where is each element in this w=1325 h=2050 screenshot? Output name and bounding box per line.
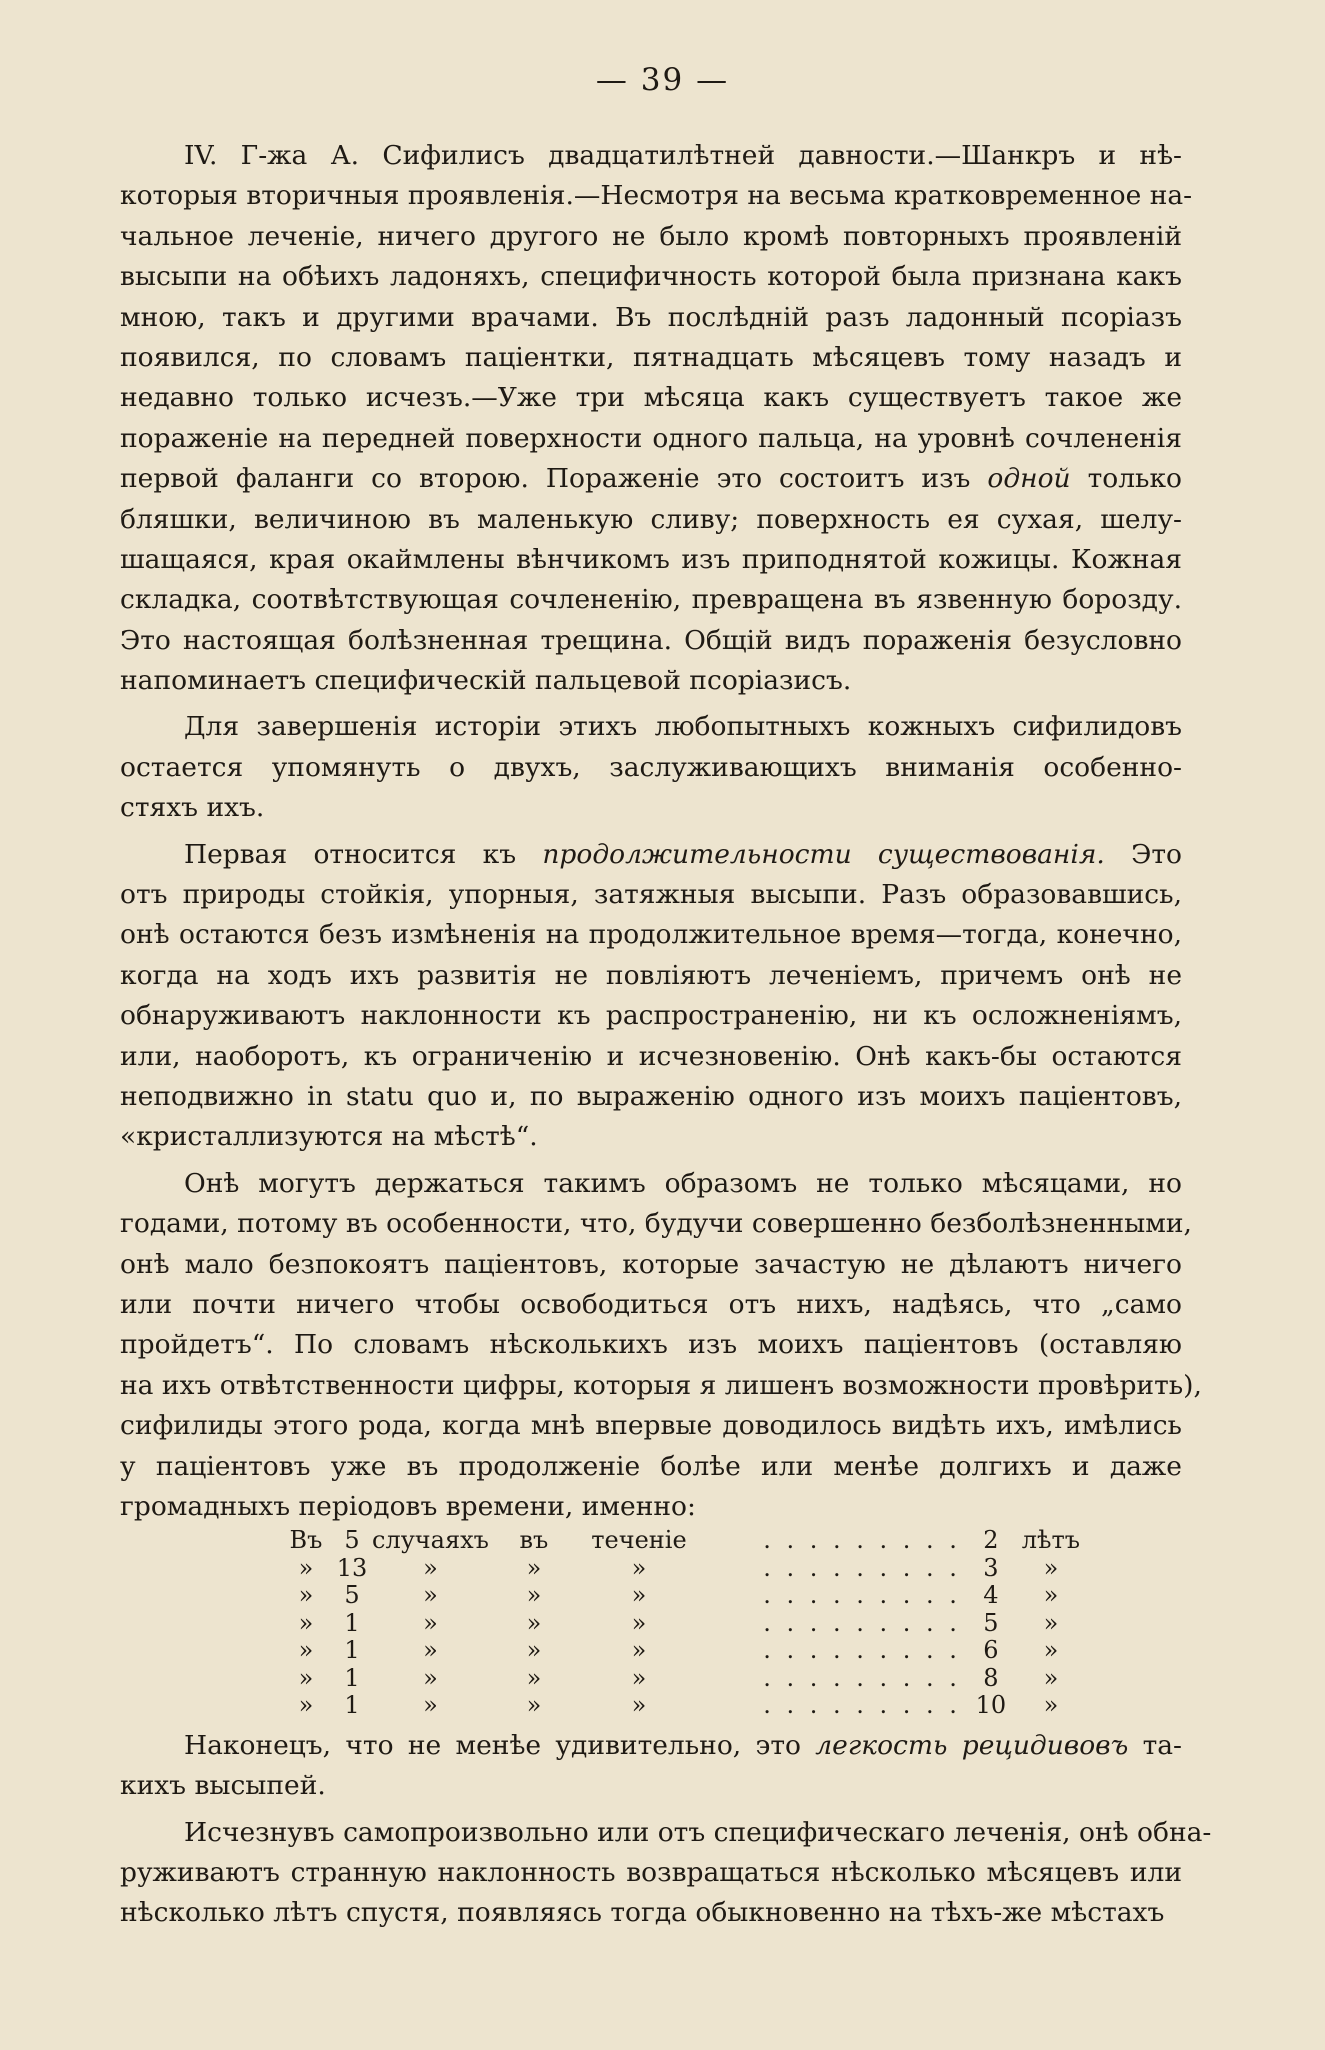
text-segment: кихъ высыпей. — [120, 1770, 326, 1802]
text-line — [120, 136, 1182, 176]
table-cell: » — [1043, 1608, 1059, 1637]
text-segment: отъ природы стойкія, упорныя, затяжныя высыпи. Разъ образовавшись, — [120, 879, 1182, 911]
paragraph — [120, 1164, 1202, 1528]
text-line — [120, 1447, 1182, 1487]
text-segment: «кристаллизуются на мѣстѣ“. — [120, 1121, 538, 1153]
table-cell: . . . . . . . . . — [763, 1581, 961, 1610]
page-number: — 39 — — [595, 62, 730, 98]
table-cell: » — [526, 1553, 542, 1582]
text-segment: появился, по словамъ паціентки, пятнадцать мѣсяцевъ тому назадъ и — [120, 341, 1182, 373]
table-cell: » — [298, 1691, 314, 1720]
text-segment: руживаютъ странную наклонность возвращаться нѣсколько мѣсяцевъ или — [120, 1856, 1182, 1888]
text-segment: только — [1070, 463, 1182, 495]
table-cell: 1 — [344, 1691, 360, 1720]
paragraphs-after-table — [120, 1726, 1212, 1934]
table-cell: » — [526, 1663, 542, 1692]
table-cell: 3 — [983, 1553, 999, 1582]
text-segment: годами, потому въ особенности, что, будучи совершенно безболѣзненными, — [120, 1208, 1192, 1240]
table-cell: 1 — [344, 1608, 360, 1637]
text-line — [120, 378, 1182, 418]
table-cell: » — [1043, 1636, 1059, 1665]
table-cell: » — [526, 1581, 542, 1610]
text-segment: напоминаетъ специфическій пальцевой псоріазисъ. — [120, 665, 852, 697]
paragraph — [120, 1813, 1212, 1934]
text-segment: IV. Г-жа А. Сифилисъ двадцатилѣтней давности.—Шанкръ и нѣ- — [184, 140, 1182, 171]
text-segment: стяхъ ихъ. — [120, 792, 265, 824]
text-segment: сифилиды этого рода, когда мнѣ впервые доводилось видѣть ихъ, имѣлись — [120, 1410, 1182, 1442]
text-segment: на ихъ отвѣтственности цифры, которыя я лишенъ возможности провѣрить), — [120, 1369, 1202, 1401]
table-cell: . . . . . . . . . — [763, 1636, 961, 1665]
table-cell: » — [298, 1553, 314, 1582]
italic-text: легкость рецидивовъ — [815, 1729, 1129, 1761]
text-line — [120, 257, 1182, 297]
text-line — [120, 1853, 1182, 1893]
table-cell: 6 — [983, 1636, 999, 1665]
text-segment: нѣсколько лѣтъ спустя, появляясь тогда обыкновенно на тѣхъ-же мѣстахъ — [120, 1897, 1165, 1929]
text-segment: неподвижно in statu quo и, по выраженію одного изъ моихъ паціентовъ, — [120, 1080, 1182, 1112]
text-line — [120, 1487, 1182, 1527]
text-segment: мною, такъ и другими врачами. Въ послѣдній разъ ладонный псоріазъ — [120, 301, 1182, 333]
text-segment: складка, соотвѣтствующая сочлененію, превращена въ язвенную борозду. — [120, 584, 1182, 616]
text-line — [120, 621, 1182, 661]
table-cell: 1 — [344, 1663, 360, 1692]
table-cell: теченіе — [591, 1526, 687, 1555]
duration-table — [280, 1527, 1081, 1720]
paragraphs-before-table — [120, 136, 1202, 1527]
text-segment: Для завершенія исторіи этихъ любопытныхъ кожныхъ сифилидовъ — [184, 711, 1182, 743]
table-cell: » — [423, 1608, 438, 1637]
text-line — [120, 1077, 1182, 1117]
table-cell: » — [298, 1663, 314, 1692]
table-cell: Въ — [289, 1526, 323, 1555]
table-cell: » — [631, 1691, 647, 1720]
table-cell: въ — [519, 1526, 549, 1555]
text-line — [120, 1164, 1182, 1204]
text-line — [120, 1117, 1182, 1157]
text-line — [120, 875, 1182, 915]
text-segment: или, наоборотъ, къ ограниченію и исчезновенію. Онѣ какъ-бы остаются — [120, 1040, 1182, 1072]
text-segment: у паціентовъ уже въ продолженіе болѣе или менѣе долгихъ и даже — [120, 1450, 1182, 1482]
text-segment: шащаяся, края окаймлены вѣнчикомъ изъ приподнятой кожицы. Кожная — [120, 543, 1182, 575]
table-cell: 5 — [344, 1581, 360, 1610]
text-segment: пройдетъ“. По словамъ нѣсколькихъ изъ моихъ паціентовъ (оставляю — [120, 1329, 1182, 1361]
table-cell: . . . . . . . . . — [763, 1526, 961, 1555]
table-cell: . . . . . . . . . — [763, 1691, 961, 1720]
text-line — [120, 1726, 1182, 1766]
text-line — [120, 540, 1182, 580]
paragraph — [120, 1726, 1182, 1813]
table-cell: » — [423, 1636, 438, 1665]
table-cell: . . . . . . . . . — [763, 1608, 961, 1637]
table-cell: . . . . . . . . . — [763, 1553, 961, 1582]
table-cell: 4 — [983, 1581, 999, 1610]
table-cell: » — [298, 1608, 314, 1637]
text-segment: бляшки, величиною въ маленькую сливу; поверхность ея сухая, шелу- — [120, 503, 1182, 535]
text-line — [120, 298, 1182, 338]
table-row — [280, 1610, 1081, 1638]
table-cell: 2 — [983, 1526, 999, 1555]
table-row — [280, 1527, 1081, 1555]
text-segment: Это — [1104, 838, 1182, 870]
text-line — [120, 1766, 1182, 1806]
table-cell: 8 — [983, 1663, 999, 1692]
paragraph — [120, 136, 1193, 707]
table-cell: » — [1043, 1581, 1059, 1610]
text-line — [120, 1813, 1212, 1853]
table-cell: » — [423, 1553, 438, 1582]
paragraph — [120, 707, 1182, 834]
table-row — [280, 1692, 1081, 1720]
italic-text: продолжительности существованія. — [542, 838, 1105, 870]
text-line — [120, 217, 1182, 257]
table-cell: » — [298, 1636, 314, 1665]
text-line — [120, 338, 1182, 378]
text-line — [120, 580, 1182, 620]
text-segment: когда на ходъ ихъ развитія не повліяютъ леченіемъ, причемъ онѣ не — [120, 959, 1182, 991]
text-line — [120, 707, 1182, 747]
text-line — [120, 1204, 1192, 1244]
text-segment: Онѣ могутъ держаться такимъ образомъ не только мѣсяцами, но — [184, 1167, 1182, 1199]
text-line — [120, 1325, 1182, 1365]
table-cell: случаяхъ — [372, 1526, 489, 1555]
table-cell: » — [631, 1581, 647, 1610]
text-line — [120, 500, 1182, 540]
table-cell: » — [526, 1691, 542, 1720]
text-line — [120, 996, 1182, 1036]
text-segment: высыпи на обѣихъ ладоняхъ, специфичность которой была признана какъ — [120, 261, 1182, 293]
table-cell: » — [423, 1691, 438, 1720]
italic-text: одной — [987, 463, 1071, 495]
table-cell: » — [631, 1553, 647, 1582]
table-cell: » — [631, 1636, 647, 1665]
table-cell: » — [1043, 1553, 1059, 1582]
text-line — [120, 661, 1182, 701]
table-row — [280, 1555, 1081, 1583]
text-segment: Наконецъ, что не менѣе удивительно, это — [184, 1729, 816, 1761]
text-line — [120, 1037, 1182, 1077]
table-cell: » — [526, 1636, 542, 1665]
text-line — [120, 835, 1182, 875]
text-segment: обнаруживаютъ наклонности къ распространенію, ни къ осложненіямъ, — [120, 1000, 1182, 1032]
table-cell: » — [423, 1663, 438, 1692]
text-line — [120, 748, 1182, 788]
table-row — [280, 1637, 1081, 1665]
text-segment: Исчезнувъ самопроизвольно или отъ специфическаго леченія, онѣ обна- — [184, 1816, 1212, 1848]
text-line — [120, 419, 1182, 459]
text-line — [120, 176, 1193, 216]
text-line — [120, 1285, 1182, 1325]
text-segment: онѣ мало безпокоятъ паціентовъ, которые зачастую не дѣлаютъ ничего — [120, 1248, 1182, 1280]
table-cell: 13 — [336, 1553, 368, 1582]
text-segment: громадныхъ періодовъ времени, именно: — [120, 1490, 696, 1522]
table-row — [280, 1582, 1081, 1610]
text-line — [120, 915, 1182, 955]
table-cell: » — [298, 1581, 314, 1610]
text-segment: остается упомянуть о двухъ, заслуживающихъ вниманія особенно- — [120, 751, 1182, 783]
table-cell: » — [1043, 1663, 1059, 1692]
body-text — [120, 136, 1212, 1934]
text-line — [120, 1366, 1202, 1406]
text-line — [120, 1406, 1182, 1446]
text-line — [120, 788, 1182, 828]
text-line — [120, 1245, 1182, 1285]
text-segment: недавно только исчезъ.—Уже три мѣсяца какъ существуетъ такое же — [120, 382, 1182, 414]
table-cell: лѣтъ — [1021, 1526, 1081, 1555]
text-line — [120, 956, 1182, 996]
table-cell: » — [526, 1608, 542, 1637]
text-segment: Это настоящая болѣзненная трещина. Общій видъ пораженія безусловно — [120, 624, 1182, 656]
table-cell: » — [631, 1608, 647, 1637]
table-cell: » — [423, 1581, 438, 1610]
text-segment: Первая относится къ — [184, 838, 543, 870]
table-cell: 1 — [344, 1636, 360, 1665]
table-row — [280, 1665, 1081, 1693]
table-cell: 5 — [983, 1608, 999, 1637]
table-cell: 5 — [344, 1526, 360, 1555]
table-cell: 10 — [975, 1691, 1007, 1720]
text-segment: онѣ остаются безъ измѣненія на продолжительное время—тогда, конечно, — [120, 919, 1182, 951]
table-cell: » — [1043, 1691, 1059, 1720]
text-segment: чальное леченіе, ничего другого не было кромѣ повторныхъ проявленій — [120, 220, 1182, 252]
table-cell: . . . . . . . . . — [763, 1663, 961, 1692]
text-segment: та- — [1128, 1729, 1182, 1761]
text-line — [120, 1893, 1182, 1933]
text-line — [120, 459, 1182, 499]
text-segment: которыя вторичныя проявленія.—Несмотря на весьма кратковременное на- — [120, 180, 1193, 212]
paragraph — [120, 835, 1182, 1164]
text-segment: первой фаланги со второю. Пораженіе это состоитъ изъ — [120, 463, 988, 495]
text-segment: пораженіе на передней поверхности одного пальца, на уровнѣ сочлененія — [120, 422, 1182, 454]
table-cell: » — [631, 1663, 647, 1692]
text-segment: или почти ничего чтобы освободиться отъ нихъ, надѣясь, что „само — [120, 1288, 1182, 1320]
